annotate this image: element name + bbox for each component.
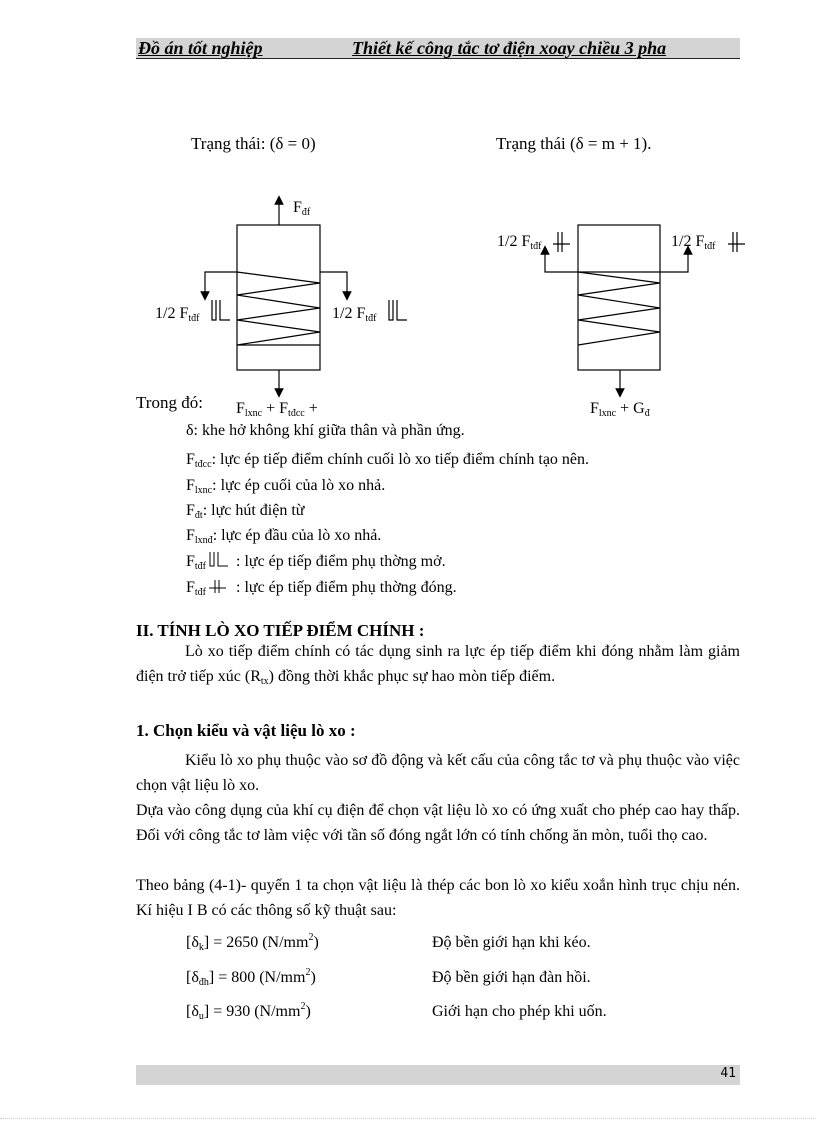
def-ftdf-no: Ftđf : lực ép tiếp điểm phụ thờng mở.: [186, 553, 446, 572]
section-2-1-p2: Dựa vào công dụng của khí cụ điện để chọn vật liệu lò xo có ứng xuất cho phép cao hay thấp. Đối với công tắc tơ làm việc với tần số đóng ngắt lớn có tính chống ăn mòn, tuổi thọ cao.: [136, 802, 740, 844]
section-2-title: II. TÍNH LÒ XO TIẾP ĐIỂM CHÍNH :: [136, 621, 425, 640]
header-left: Đồ án tốt nghiệp: [138, 38, 263, 58]
param-k-desc: Độ bền giới hạn khi kéo.: [432, 934, 591, 951]
page-edge-divider: [0, 1118, 816, 1119]
page-number: 41: [720, 1066, 736, 1081]
param-dh: [δđh] = 800 $(N/mm^2)$: [186, 967, 316, 988]
section-2-1-p3: Theo bảng (4-1)- quyển 1 ta chọn vật liệu là thép các bon lò xo kiểu xoắn hình trục chịu nén. Kí hiệu I B có các thông số kỹ thuật sau:: [136, 877, 740, 919]
def-ftdf-nc: Ftđf : lực ép tiếp điểm phụ thờng đóng.: [186, 579, 457, 598]
right-half-force-right: 1/2 Ftđf: [671, 233, 716, 252]
left-half-force-left: 1/2 Ftđf: [155, 305, 200, 324]
left-top-force: Fđf: [293, 199, 311, 218]
def-fdt: Fđt: lực hút điện từ: [186, 502, 305, 521]
def-flxnd: Flxnđ: lực ép đầu của lò xo nhả.: [186, 527, 382, 546]
left-bottom-force: Flxnc + Ftđcc +: [236, 400, 318, 419]
left-diagram: [205, 200, 407, 393]
trong-do-label: Trong đó:: [136, 393, 203, 412]
nc-contact-icon: [206, 578, 232, 594]
section-2-1-p1: Kiểu lò xo phụ thuộc vào sơ đồ động và kết cấu của công tắc tơ và phụ thuộc vào việc chọn vật liệu lò xo.: [136, 752, 740, 794]
right-bottom-force: Flxnc + Gđ: [590, 400, 650, 419]
right-half-force-left: 1/2 Ftđf: [497, 233, 542, 252]
state-left: Trạng thái: (δ = 0): [191, 134, 316, 153]
def-ftdcc: Ftđcc: lực ép tiếp điểm chính cuối lò xo tiếp điểm chính tạo nên.: [186, 451, 590, 470]
param-u-desc: Giới hạn cho phép khi uốn.: [432, 1003, 607, 1020]
footer-bar: [136, 1065, 740, 1085]
header-right: Thiết kế công tắc tơ điện xoay chiều 3 pha: [352, 38, 667, 58]
no-contact-icon: [206, 552, 232, 568]
section-2-1-title: 1. Chọn kiểu và vật liệu lò xo :: [136, 721, 356, 740]
param-dh-desc: Độ bền giới hạn đàn hồi.: [432, 969, 591, 986]
def-delta: δ: khe hở không khí giữa thân và phần ứng.: [186, 422, 465, 439]
state-right: Trạng thái (δ = m + 1).: [496, 134, 652, 153]
def-flxnc: Flxnc: lực ép cuối của lò xo nhả.: [186, 477, 386, 496]
param-k: [δk] = 2650 $(N/mm^2)$: [186, 932, 319, 953]
left-half-force-right: 1/2 Ftđf: [332, 305, 377, 324]
diagrams: [0, 0, 816, 420]
param-u: [δu] = 930 $(N/mm^2)$: [186, 1001, 311, 1022]
section-2-para: Lò xo tiếp điểm chính có tác dụng sinh ra lực ép tiếp điểm khi đóng nhằm làm giảm điện trở tiếp xúc (Rtx) đồng thời khắc phục sự hao mòn tiếp điểm.: [136, 643, 740, 687]
